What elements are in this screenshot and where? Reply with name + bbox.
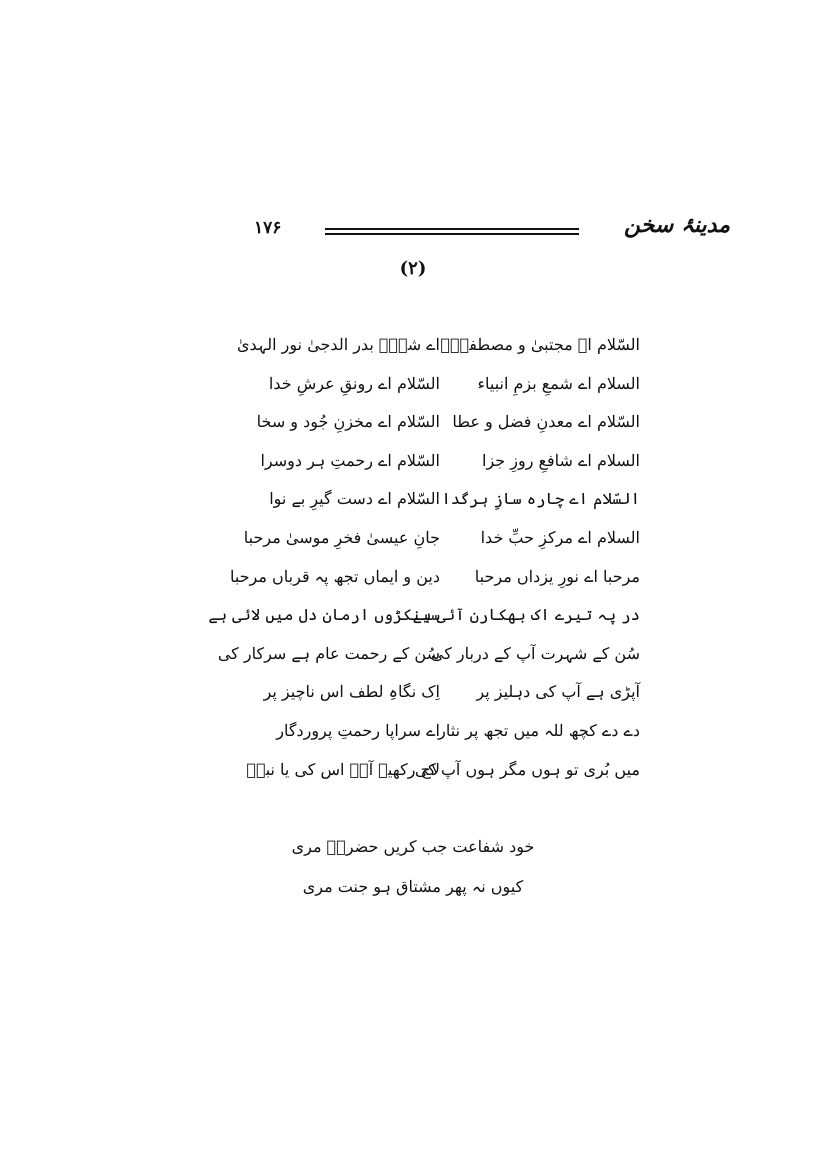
couplet	[0, 446, 826, 485]
second-hemistich: السّلام اے رحمتِ ہر دوسرا	[260, 450, 440, 470]
second-hemistich: دین و ایماں تجھ پہ قرباں مرحبا	[229, 566, 440, 586]
couplet	[0, 755, 826, 794]
first-hemistich: مرحبا اے نورِ یزداں مرحبا	[474, 566, 640, 586]
book-title: مدینۂ سخن	[623, 212, 730, 238]
couplet	[0, 523, 826, 562]
second-hemistich: اِک نگاہِ لطف اس ناچیز پر	[263, 682, 440, 702]
first-hemistich: السلام اے شافعِ روزِ جزا	[482, 450, 640, 470]
second-hemistich: سُن کے رحمت عام ہے سرکار کی	[217, 643, 440, 663]
second-hemistich: السّلام اے مخزنِ جُود و سخا	[256, 412, 440, 432]
closing-line: کیوں نہ پھر مشتاق ہو جنت مری	[302, 877, 524, 896]
couplet	[0, 562, 826, 601]
first-hemistich: السلام اے مرکزِ حبِّ خدا	[480, 527, 640, 547]
first-hemistich: السلام اے شمعِ بزمِ انبیاء	[477, 373, 640, 393]
first-hemistich: میں بُری تو ہوں مگر ہوں آپ کی	[414, 759, 640, 779]
second-hemistich: السّلام اے دست گیرِ بے نوا	[269, 489, 440, 509]
header-rule-top	[325, 228, 579, 230]
couplet	[0, 677, 826, 716]
couplet	[0, 600, 826, 639]
couplet	[0, 407, 826, 446]
second-hemistich: اے شہِؐ بدر الدجیٰ نور الہدیٰ	[236, 335, 440, 354]
page-header	[0, 212, 826, 252]
first-hemistich: السّلام اے چارہ سازِ ہرگدا	[441, 489, 640, 509]
first-hemistich: سُن کے شہرت آپ کے دربار کی	[430, 643, 640, 663]
couplet	[0, 716, 826, 755]
second-hemistich: اے سراپا رحمتِ پروردگار	[276, 720, 440, 740]
closing-line: خود شفاعت جب کریں حضرتؐ مری	[291, 837, 535, 856]
first-hemistich: السّلام اے مجتبیٰ و مصطفیٰؐ	[440, 335, 640, 354]
first-hemistich: السّلام اے معدنِ فضل و عطا	[452, 412, 640, 432]
second-hemistich: جانِ عیسیٰ فخرِ موسیٰ مرحبا	[243, 527, 440, 547]
couplet	[0, 484, 826, 523]
first-hemistich: در پہ تیرے اک بھکارن آئی ہے	[412, 605, 640, 625]
couplet	[0, 369, 826, 408]
second-hemistich: لاج رکھیے آپؐ اس کی یا نبیؐ	[246, 759, 440, 779]
header-rule-bottom	[325, 233, 579, 235]
second-hemistich: سینکڑوں ارمان دل میں لائی ہے	[208, 605, 440, 625]
couplet	[0, 639, 826, 678]
second-hemistich: السّلام اے رونقِ عرشِ خدا	[268, 373, 440, 393]
poem-verses	[0, 330, 826, 793]
first-hemistich: دے دے کچھ للہ میں تجھ پر نثار	[438, 720, 640, 740]
page-number: ۱۷۶	[254, 218, 282, 238]
first-hemistich: آپڑی ہے آپ کی دہلیز پر	[476, 682, 640, 702]
couplet	[0, 330, 826, 369]
section-number: (۲)	[399, 258, 427, 279]
closing-couplet	[0, 832, 826, 912]
